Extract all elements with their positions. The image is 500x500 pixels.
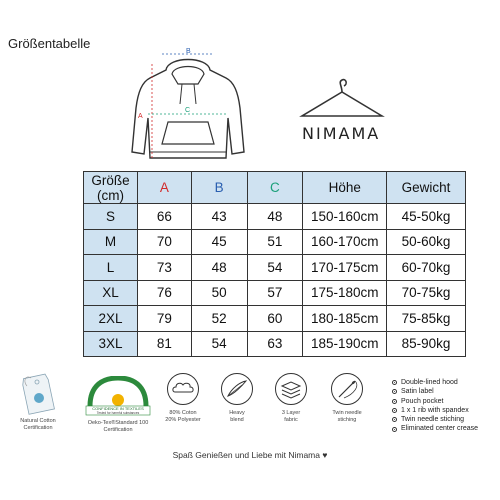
feature-text: Satin label [401, 388, 434, 396]
header-hoehe: Höhe [303, 172, 387, 204]
hanger-icon [298, 78, 386, 122]
bullet-icon [392, 417, 397, 422]
cell-size: 2XL [84, 306, 138, 332]
cell-size: L [84, 255, 138, 281]
bullet-icon [392, 427, 397, 432]
badge-natural-cotton [16, 372, 60, 432]
badge-label: Oeko-Tex®Standard 100 Certification [87, 420, 149, 433]
badge-label-line-2: 20% Polyester [165, 417, 201, 423]
feature-text: Eliminated center crease [401, 425, 479, 433]
needle-icon [330, 372, 364, 406]
feature-text: Pouch pocket [401, 397, 444, 405]
label-b: B [186, 48, 191, 55]
cell-b: 45 [191, 229, 247, 255]
feather-icon [220, 372, 254, 406]
list-item [392, 424, 478, 433]
cell-size: M [84, 229, 138, 255]
label-a: A [138, 113, 143, 120]
cell-gewicht: 50-60kg [387, 229, 466, 255]
badge-twin-needle [324, 372, 370, 424]
bullet-icon [392, 389, 397, 394]
badge-material [162, 372, 204, 424]
cell-gewicht: 75-85kg [387, 306, 466, 332]
hoodie-diagram [128, 48, 248, 166]
table-row [84, 331, 466, 357]
header-gewicht: Gewicht [387, 172, 466, 204]
cell-c: 60 [247, 306, 303, 332]
table-row [84, 204, 466, 230]
cell-b: 52 [191, 306, 247, 332]
cell-gewicht: 85-90kg [387, 331, 466, 357]
cell-b: 50 [191, 280, 247, 306]
list-item [392, 378, 478, 387]
cell-hoehe: 160-170cm [303, 229, 387, 255]
cell-size: XL [84, 280, 138, 306]
oeko-tex-seal-line-1: CONFIDENCE IN TEXTILES [92, 406, 144, 411]
feature-text: 1 x 1 rib with spandex [401, 406, 469, 414]
table-row [84, 280, 466, 306]
badge-label-line-2: fabric [284, 417, 298, 423]
brand-logo: NIMAMA [302, 124, 381, 143]
badge-heavy-blend [216, 372, 258, 424]
cell-a: 76 [137, 280, 191, 306]
cell-gewicht: 60-70kg [387, 255, 466, 281]
cotton-cloud-icon [166, 372, 200, 406]
header-size: Größe (cm) [84, 172, 138, 204]
cell-size: S [84, 204, 138, 230]
size-table [83, 171, 466, 357]
cell-a: 79 [137, 306, 191, 332]
oeko-tex-seal-line-2: Tested for harmful substances [96, 411, 140, 415]
list-item [392, 387, 478, 396]
table-header-row [84, 172, 466, 204]
badge-label-line-1: 80% Coton [169, 410, 197, 416]
cell-hoehe: 170-175cm [303, 255, 387, 281]
cell-size: 3XL [84, 331, 138, 357]
cell-a: 70 [137, 229, 191, 255]
cell-c: 57 [247, 280, 303, 306]
cell-a: 66 [137, 204, 191, 230]
table-row [84, 255, 466, 281]
list-item [392, 415, 478, 424]
feature-text: Double-lined hood [401, 379, 458, 386]
cell-b: 43 [191, 204, 247, 230]
header-b: B [191, 172, 247, 204]
oeko-tex-icon [82, 376, 154, 416]
table-row [84, 306, 466, 332]
header-a: A [137, 172, 191, 204]
cotton-tag-icon [21, 372, 55, 418]
badge-label-line-2: stiching [337, 417, 357, 423]
list-item [392, 397, 478, 406]
table-row [84, 229, 466, 255]
cell-c: 54 [247, 255, 303, 281]
cell-hoehe: 175-180cm [303, 280, 387, 306]
bullet-icon [392, 380, 397, 385]
badge-3-layer [270, 372, 312, 424]
label-c: C [185, 107, 191, 114]
header-c: C [247, 172, 303, 204]
cell-c: 48 [247, 204, 303, 230]
badge-oeko-tex [82, 376, 154, 434]
cell-gewicht: 45-50kg [387, 204, 466, 230]
fabric-layers-icon [274, 372, 308, 406]
feature-text: Twin needle stiching [401, 416, 465, 424]
cell-hoehe: 150-160cm [303, 204, 387, 230]
bullet-icon [392, 408, 397, 413]
page-title: Größentabelle [8, 36, 91, 51]
bullet-icon [392, 399, 397, 404]
badge-label-line-2: blend [230, 417, 244, 423]
badge-label-line-1: 3 Layer [281, 410, 301, 416]
cell-a: 81 [137, 331, 191, 357]
cell-a: 73 [137, 255, 191, 281]
badge-label-line-1: Twin needle [332, 410, 362, 416]
cell-b: 54 [191, 331, 247, 357]
cell-hoehe: 180-185cm [303, 306, 387, 332]
footer-slogan: Spaß Genießen und Liebe mit Nimama ♥ [172, 450, 328, 460]
cell-c: 51 [247, 229, 303, 255]
badge-label: Natural Cotton Certification [20, 418, 56, 431]
cell-b: 48 [191, 255, 247, 281]
features-list [392, 378, 478, 434]
hoodie-icon [128, 48, 248, 166]
cell-gewicht: 70-75kg [387, 280, 466, 306]
cell-hoehe: 185-190cm [303, 331, 387, 357]
badge-label-line-1: Heavy [229, 410, 245, 416]
list-item [392, 406, 478, 415]
cell-c: 63 [247, 331, 303, 357]
